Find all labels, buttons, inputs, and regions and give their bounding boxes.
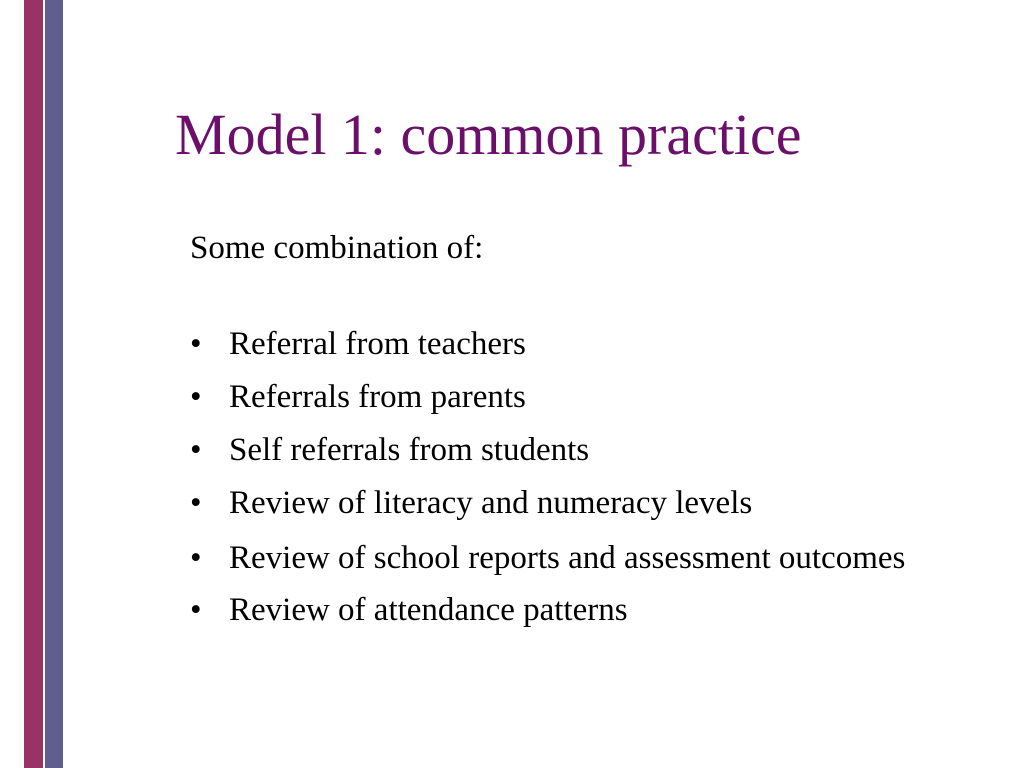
decorative-stripe-slate [45,0,63,768]
slide-title: Model 1: common practice [175,102,802,167]
bullet-text: Self referrals from students [229,432,590,468]
bullet-item [190,590,950,630]
bullet-icon: • [190,592,202,628]
decorative-stripe-magenta [24,0,43,768]
bullet-list [190,324,950,643]
bullet-text: Review of attendance patterns [229,592,628,628]
bullet-icon: • [190,540,202,576]
bullet-item [190,536,909,580]
intro-text: Some combination of: [190,230,484,266]
bullet-text: Review of literacy and numeracy levels [229,485,753,521]
bullet-text: Review of school reports and assessment outcomes [229,540,906,576]
bullet-item [190,377,950,417]
bullet-text: Referral from teachers [229,326,526,362]
bullet-icon: • [190,432,202,468]
bullet-icon: • [190,379,202,415]
bullet-text: Referrals from parents [229,379,526,415]
bullet-item [190,324,950,364]
bullet-item [190,430,950,470]
bullet-icon: • [190,326,202,362]
bullet-icon: • [190,485,202,521]
bullet-item [190,483,950,523]
